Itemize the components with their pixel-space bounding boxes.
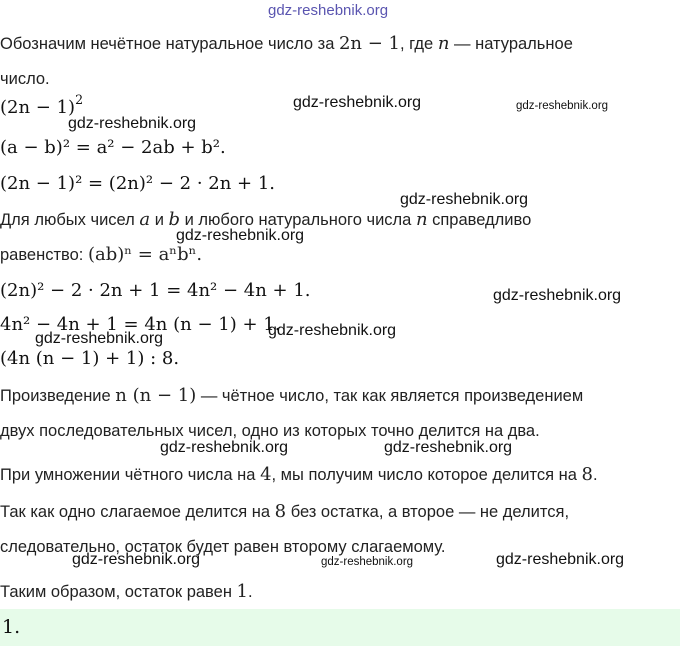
watermark: gdz-reshebnik.org [68,115,197,132]
equation-3: (2n − 1)² = (2n)² − 2 · 2n + 1. [0,173,276,194]
text: . [592,466,598,484]
watermark: gdz-reshebnik.org [496,551,625,568]
watermark: gdz-reshebnik.org [268,322,397,339]
text: Таким образом, остаток равен [0,583,237,601]
paragraph-4 [0,464,598,485]
math-expr: n (n − 1) [115,385,197,406]
watermark: gdz-reshebnik.org [493,287,622,304]
watermark: gdz-reshebnik.org [160,439,289,456]
equation-exponent: 2 [75,92,84,108]
text: и [150,211,169,229]
text: справедливо [427,211,532,229]
paragraph-3-line-2: двух последовательных чисел, одно из которых точно делится на два. [0,422,540,440]
text: Для любых чисел [0,211,140,229]
paragraph-3-line-1 [0,385,583,406]
text: — натуральное [449,35,573,53]
text: и любого натурального числа [180,211,416,229]
watermark: gdz-reshebnik.org [516,100,609,112]
math-number: 4 [260,464,272,485]
text: — чётное число, так как является произведением [196,387,584,405]
paragraph-2-line-2 [0,244,202,265]
text: , где [399,35,438,53]
math-number: 8 [581,464,593,485]
text: без остатка, а второе — не делится, [286,503,570,521]
watermark: gdz-reshebnik.org [176,227,305,244]
paragraph-5-line-1 [0,501,569,522]
watermark: gdz-reshebnik.org [72,551,201,568]
equation-6: (4n (n − 1) + 1) : 8. [0,348,180,369]
math-expr: 2n − 1 [338,33,400,54]
watermark: gdz-reshebnik.org [384,439,513,456]
math-formula: (ab)ⁿ = aⁿbⁿ. [87,244,203,265]
equation-2: (a − b)² = a² − 2ab + b². [0,137,226,158]
text: равенство: [0,246,88,264]
text: Произведение [0,387,116,405]
math-var: b [168,209,181,230]
math-var: n [437,33,450,54]
equation-base: (2n − 1) [0,97,76,118]
text: Так как одно слагаемое делится на [0,503,275,521]
equation-4: (2n)² − 2 · 2n + 1 = 4n² − 4n + 1. [0,280,311,301]
math-var: n [415,209,428,230]
watermark: gdz-reshebnik.org [321,556,414,568]
watermark: gdz-reshebnik.org [35,330,164,347]
paragraph-1-line-2: число. [0,70,50,88]
math-number: 8 [274,501,287,522]
math-var: a [139,209,151,230]
text: При умножении чётного числа на [0,466,261,484]
equation-5: 4n² − 4n + 1 = 4n (n − 1) + 1. [0,314,281,335]
paragraph-5-line-2: следовательно, остаток будет равен второму слагаемому. [0,538,446,556]
text: . [247,583,253,601]
answer-value: 1. [2,616,21,638]
text: Обозначим нечётное натуральное число за [0,35,339,53]
answer-box [0,609,680,646]
watermark: gdz-reshebnik.org [400,191,529,208]
paragraph-1-line-1 [0,33,573,54]
paragraph-6 [0,581,253,602]
watermark: gdz-reshebnik.org [293,94,422,111]
math-number: 1 [236,581,248,602]
watermark-top: gdz-reshebnik.org [268,2,389,19]
text: , мы получим число которое делится на [271,466,582,484]
